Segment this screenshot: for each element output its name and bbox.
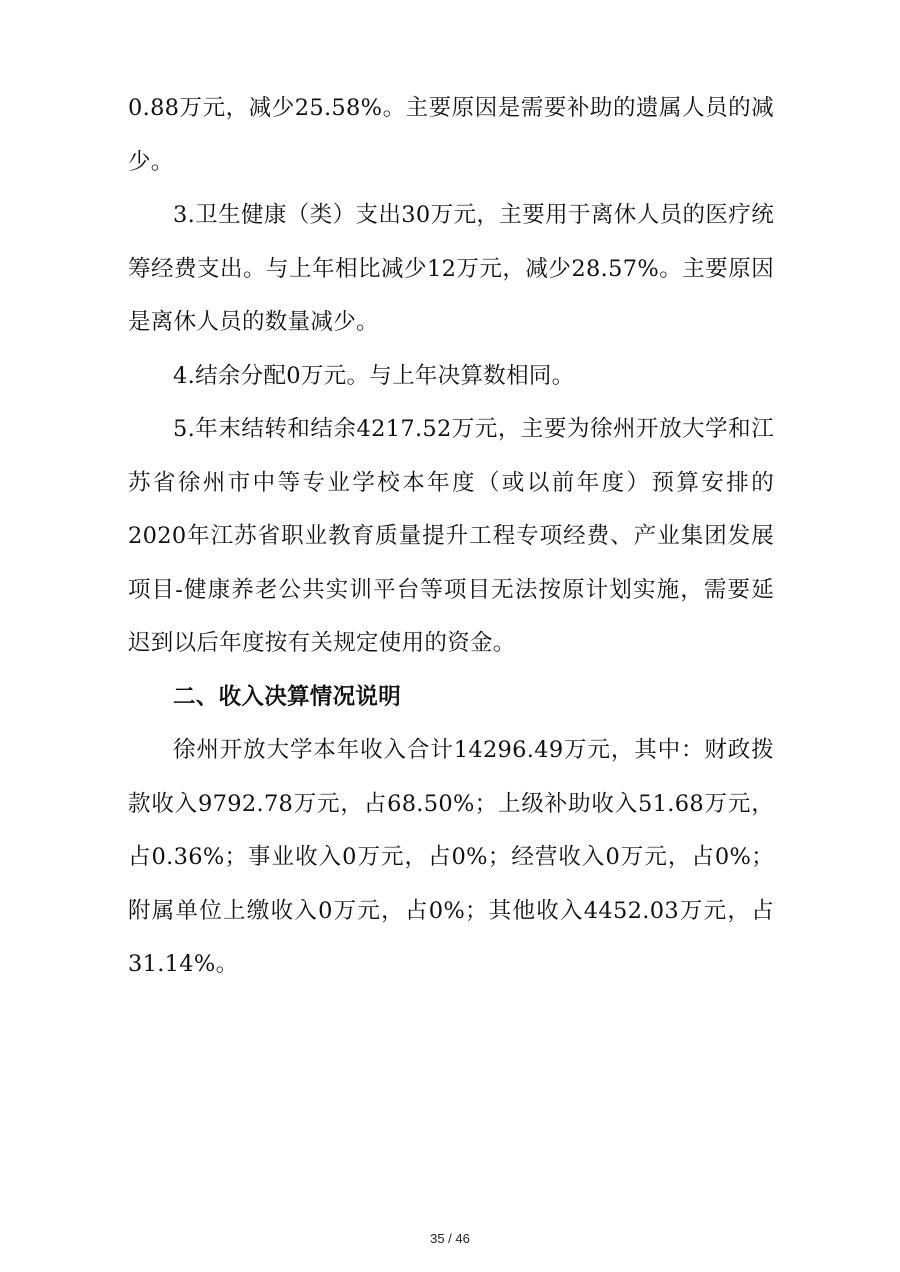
paragraph-year-end-carryover: 5.年末结转和结余4217.52万元，主要为徐州开放大学和江苏省徐州市中等专业学校本年度（或以前年度）预算安排的2020年江苏省职业教育质量提升工程专项经费、产业集团发展项目-健康养老公共实训平台等项目无法按原计划实施，需要延迟到以后年度按有关规定使用的资金。 [128,416,774,656]
paragraph-health-expenditure: 3.卫生健康（类）支出30万元，主要用于离休人员的医疗统筹经费支出。与上年相比减少12万元，减少28.57%。主要原因是离休人员的数量减少。 [128,202,774,335]
paragraph-surplus-allocation: 4.结余分配0万元。与上年决算数相同。 [173,362,575,389]
paragraph-income-summary: 徐州开放大学本年收入合计14296.49万元，其中：财政拨款收入9792.78万元，占68.50%；上级补助收入51.68万元，占0.36%；事业收入0万元，占0%；经营收入0万元，占0%；附属单位上缴收入0万元，占0%；其他收入4452.03万元，占31.14%。 [128,737,774,977]
paragraph-continuation: 0.88万元，减少25.58%。主要原因是需要补助的遗属人员的减少。 [128,95,774,175]
page-content [128,82,774,992]
section-heading: 二、收入决算情况说明 [173,683,402,710]
page-number: 35 / 46 [430,1231,470,1246]
